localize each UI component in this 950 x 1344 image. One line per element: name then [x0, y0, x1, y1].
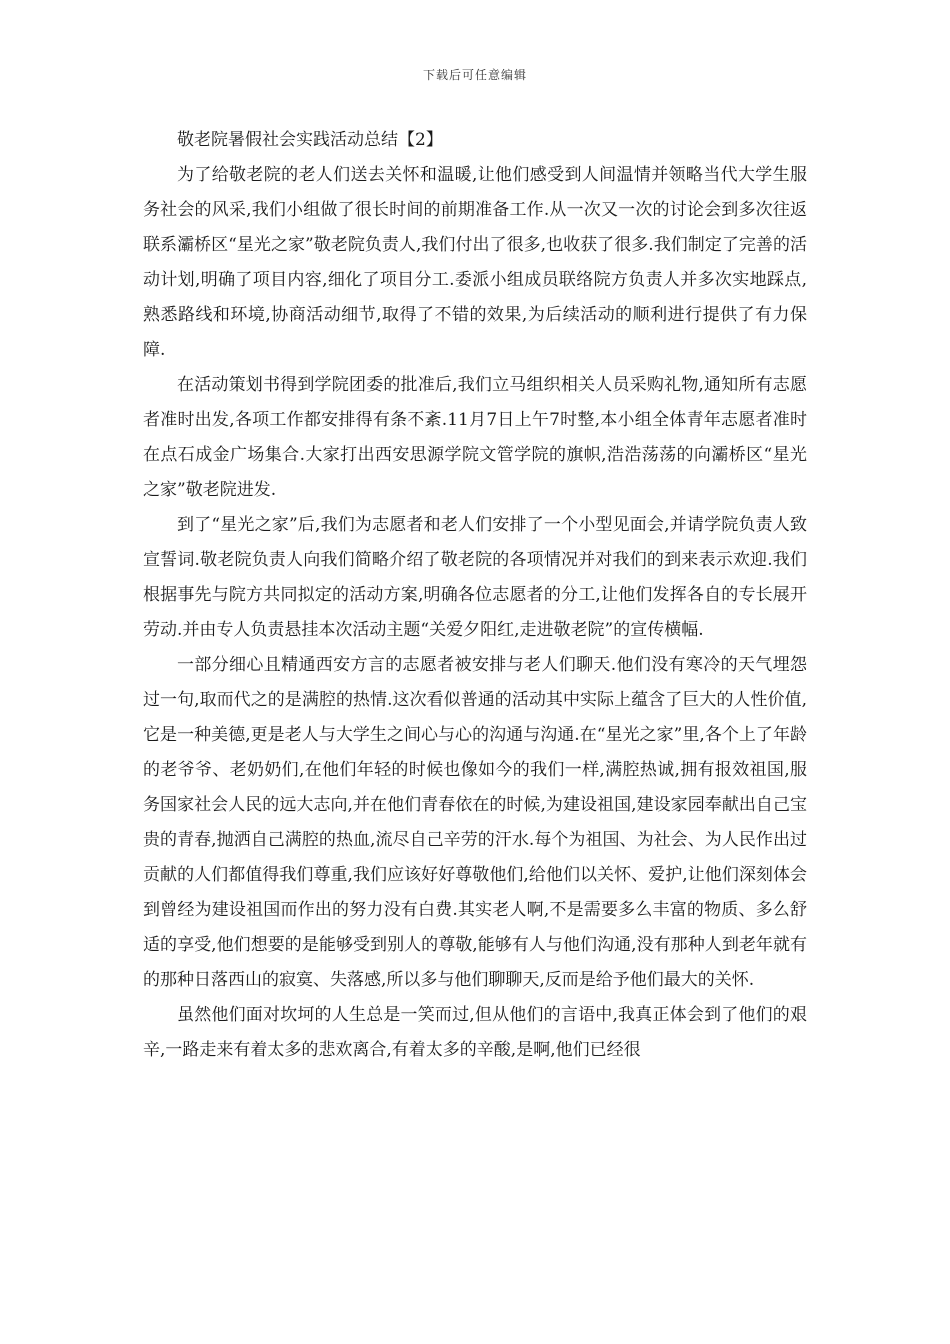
- paragraph: 在活动策划书得到学院团委的批准后,我们立马组织相关人员采购礼物,通知所有志愿者准时出发,各项工作都安排得有条不紊.11月7日上午7时整,本小组全体青年志愿者准时在点石成金广场集合.大家打出西安思源学院文管学院的旗帜,浩浩荡荡的向灞桥区“星光之家”敬老院进发.: [143, 375, 807, 500]
- paragraph: 虽然他们面对坎坷的人生总是一笑而过,但从他们的言语中,我真正体会到了他们的艰辛,一路走来有着太多的悲欢离合,有着太多的辛酸,是啊,他们已经很: [143, 1005, 807, 1060]
- paragraph: 为了给敬老院的老人们送去关怀和温暖,让他们感受到人间温情并领略当代大学生服务社会的风采,我们小组做了很长时间的前期准备工作.从一次又一次的讨论会到多次往返联系灞桥区“星光之家”敬老院负责人,我们付出了很多,也收获了很多.我们制定了完善的活动计划,明确了项目内容,细化了项目分工.委派小组成员联络院方负责人并多次实地踩点,熟悉路线和环境,协商活动细节,取得了不错的效果,为后续活动的顺利进行提供了有力保障.: [143, 165, 807, 360]
- page-header: 下载后可任意编辑: [422, 68, 527, 82]
- document-body: [143, 123, 807, 1068]
- paragraph: 到了“星光之家”后,我们为志愿者和老人们安排了一个小型见面会,并请学院负责人致宣誓词.敬老院负责人向我们简略介绍了敬老院的各项情况并对我们的到来表示欢迎.我们根据事先与院方共同拟定的活动方案,明确各位志愿者的分工,让他们发挥各自的专长展开劳动.并由专人负责悬挂本次活动主题“关爱夕阳红,走进敬老院”的宣传横幅.: [143, 515, 807, 640]
- document-title: 敬老院暑假社会实践活动总结【2】: [177, 130, 443, 150]
- paragraph: 一部分细心且精通西安方言的志愿者被安排与老人们聊天.他们没有寒冷的天气埋怨过一句,取而代之的是满腔的热情.这次看似普通的活动其中实际上蕴含了巨大的人性价值,它是一种美德,更是老人与大学生之间心与心的沟通与沟通.在“星光之家”里,各个上了年龄的老爷爷、老奶奶们,在他们年轻的时候也像如今的我们一样,满腔热诚,拥有报效祖国,服务国家社会人民的远大志向,并在他们青春依在的时候,为建设祖国,建设家园奉献出自己宝贵的青春,抛洒自己满腔的热血,流尽自己辛劳的汗水.每个为祖国、为社会、为人民作出过贡献的人们都值得我们尊重,我们应该好好尊敬他们,给他们以关怀、爱护,让他们深刻体会到曾经为建设祖国而作出的努力没有白费.其实老人啊,不是需要多么丰富的物质、多么舒适的享受,他们想要的是能够受到别人的尊敬,能够有人与他们沟通,没有那种人到老年就有的那种日落西山的寂寞、失落感,所以多与他们聊聊天,反而是给予他们最大的关怀.: [143, 655, 807, 990]
